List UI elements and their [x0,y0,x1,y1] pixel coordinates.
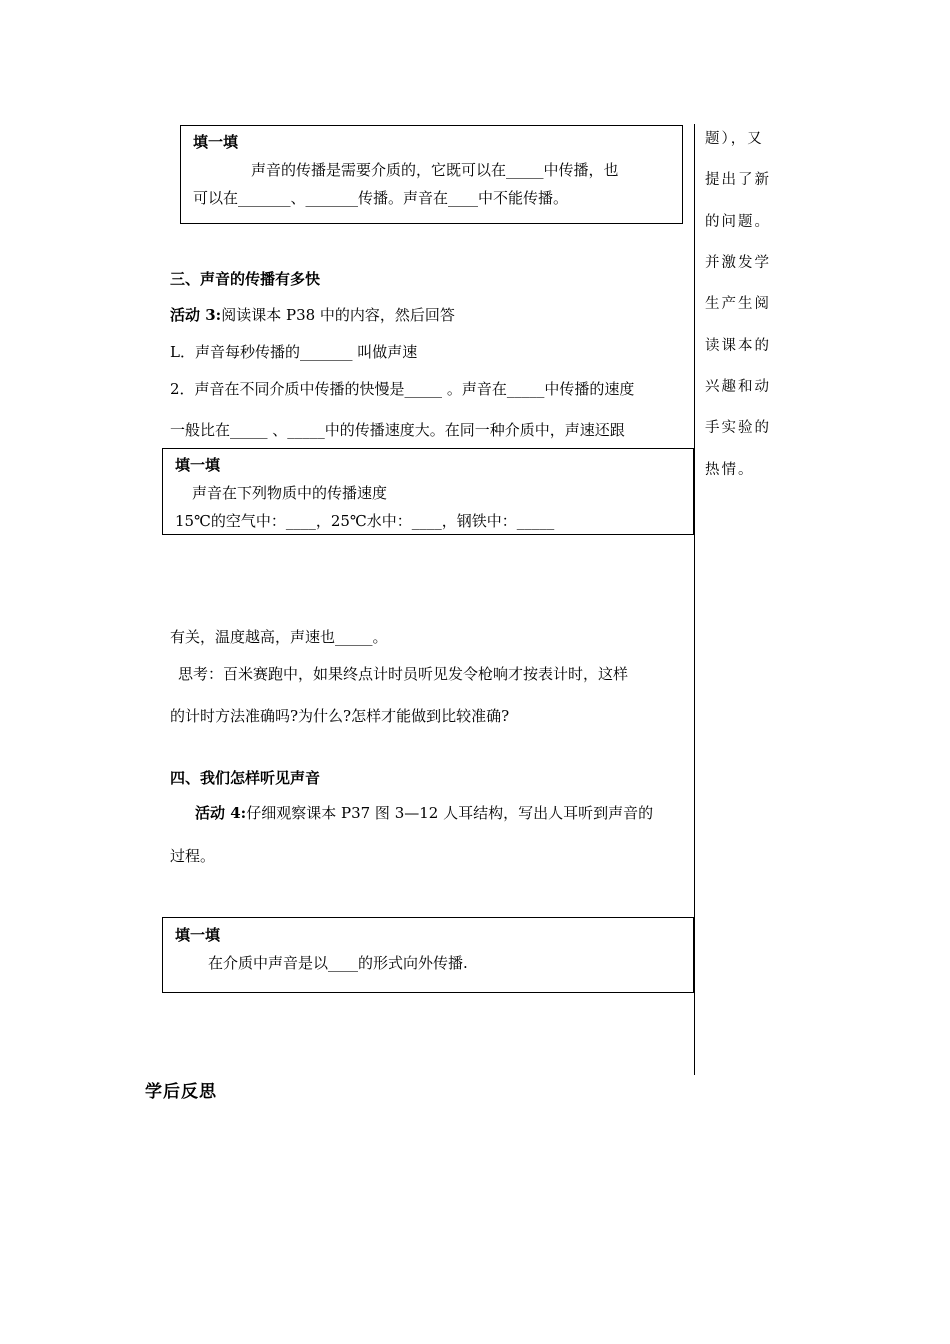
fill-box-2-title: 填一填 [175,456,221,474]
activity-3 [170,304,455,325]
question-2-line3: 有关，温度越高，声速也_____。 [170,628,388,646]
sidebar-line-8: 手实验的 [705,420,771,436]
section-4-heading: 四、我们怎样听见声音 [170,769,321,787]
activity-4 [195,802,653,823]
activity-3-text: 阅读课本 P38 中的内容，然后回答 [221,306,455,324]
activity-3-label: 活动 3: [170,306,222,324]
sidebar-line-7: 兴趣和动 [705,379,771,395]
sidebar-line-6: 读课本的 [705,338,771,354]
fill-box-1-line1: 声音的传播是需要介质的，它既可以在_____中传播，也 [251,161,619,179]
section-3-heading: 三、声音的传播有多快 [170,270,321,288]
activity-4-text: 仔细观察课本 P37 图 3—12 人耳结构，写出人耳听到声音的 [246,804,654,822]
fill-box-2-line1: 声音在下列物质中的传播速度 [192,484,388,502]
column-divider [694,124,695,1075]
think-line2: 的计时方法准确吗?为什么?怎样才能做到比较准确? [170,707,510,725]
activity-4-continued: 过程。 [170,847,216,865]
sidebar-line-5: 生产生阅 [705,296,771,312]
fill-box-2-line2: 15℃的空气中：____，25℃水中：____，钢铁中：_____ [175,512,555,530]
reflection-heading: 学后反思 [145,1082,217,1102]
question-1: L．声音每秒传播的_______ 叫做声速 [170,343,418,361]
sidebar-line-4: 并激发学 [705,255,771,271]
activity-4-label: 活动 4: [195,804,247,822]
sidebar-line-1: 题），又 [705,131,764,147]
question-2-line1: 2．声音在不同介质中传播的快慢是_____ 。声音在_____中传播的速度 [170,380,635,398]
fill-box-3-line1: 在介质中声音是以____的形式向外传播. [208,954,468,972]
fill-box-3-title: 填一填 [175,926,221,944]
fill-box-1-title: 填一填 [193,133,239,151]
fill-box-1-line2: 可以在_______、_______传播。声音在____中不能传播。 [193,189,569,207]
sidebar-line-3: 的问题。 [705,214,771,230]
sidebar-line-2: 提出了新 [705,172,771,188]
think-line1: 思考：百米赛跑中，如果终点计时员听见发令枪响才按表计时，这样 [178,665,629,683]
question-2-line2: 一般比在_____ 、_____中的传播速度大。在同一种介质中，声速还跟 [170,421,625,439]
sidebar-line-9: 热情。 [705,462,755,478]
